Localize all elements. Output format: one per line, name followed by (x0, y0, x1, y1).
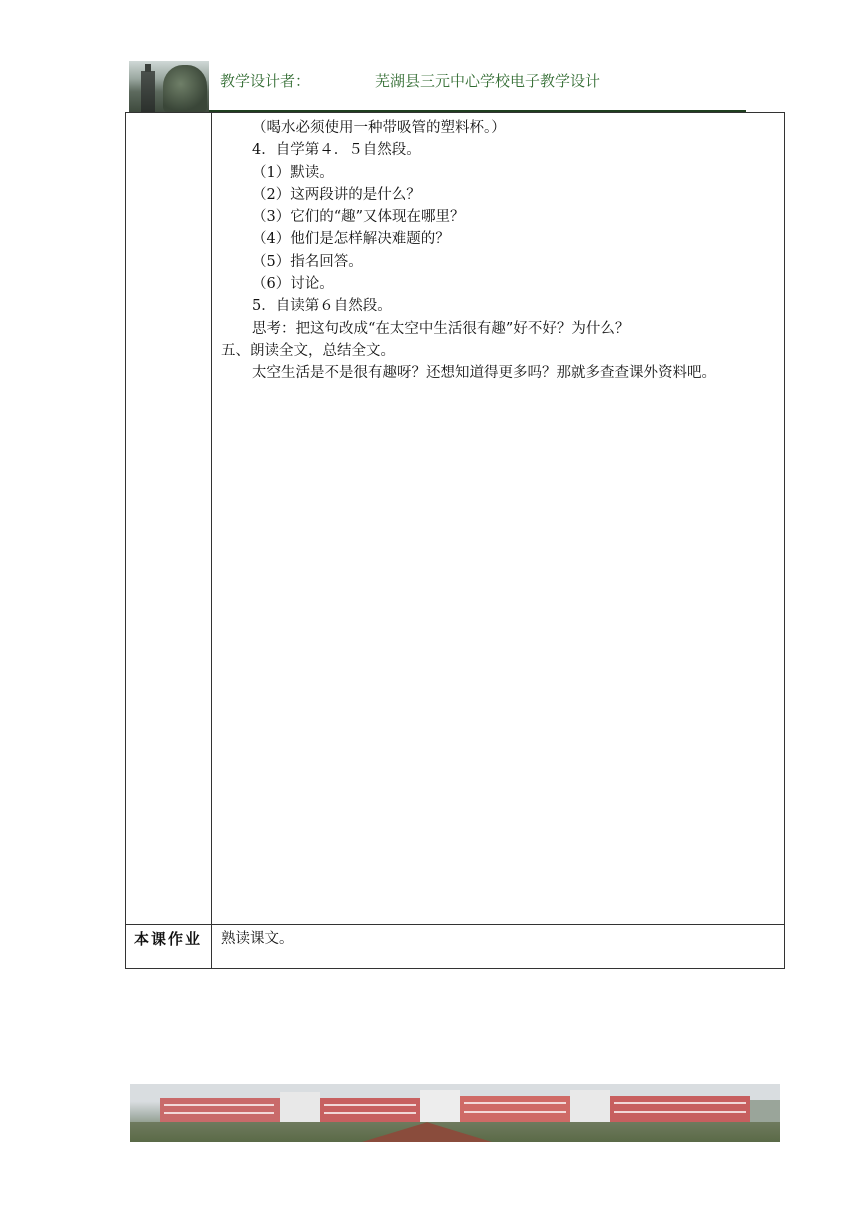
header-photo-tree (163, 65, 207, 112)
window-row (164, 1112, 274, 1114)
window-row (164, 1104, 274, 1106)
footer-photo (130, 1084, 780, 1142)
content-line: （2）这两段讲的是什么？ (252, 186, 421, 203)
window-row (324, 1104, 416, 1106)
content-paragraph: 太空生活是不是很有趣呀？还想知道得更多吗？那就多查查课外资料吧。 (252, 365, 716, 382)
window-row (464, 1102, 566, 1104)
lesson-content (221, 117, 781, 385)
building (750, 1100, 780, 1122)
building (570, 1090, 610, 1122)
homework-label: 本课作业 (134, 930, 203, 948)
header-photo (129, 61, 209, 112)
content-line: 5．自读第６自然段。 (252, 298, 392, 315)
lesson-table (125, 112, 785, 969)
header-photo-tower (141, 71, 155, 112)
window-row (614, 1102, 746, 1104)
building (460, 1096, 570, 1122)
content-line: （1）默读。 (252, 164, 334, 181)
building (320, 1098, 420, 1122)
homework-text: 熟读课文。 (221, 931, 294, 947)
designer-label: 教学设计者： (220, 72, 311, 90)
section-heading: 五、朗读全文，总结全文。 (221, 342, 395, 359)
building (280, 1092, 320, 1122)
building (610, 1096, 750, 1122)
building (420, 1090, 460, 1122)
window-row (324, 1112, 416, 1114)
window-row (464, 1111, 566, 1113)
column-divider (211, 113, 212, 968)
content-line: （3）它们的“趣”又体现在哪里？ (252, 209, 465, 226)
row-divider (126, 924, 784, 925)
content-line: （喝水必须使用一种带吸管的塑料杯。） (252, 120, 506, 136)
content-line: （4）他们是怎样解决难题的？ (252, 231, 450, 248)
content-line: 4．自学第４．５自然段。 (252, 142, 421, 159)
content-line: （6）讨论。 (252, 276, 334, 293)
content-line: （5）指名回答。 (252, 253, 363, 270)
building (160, 1098, 280, 1122)
content-line: 思考：把这句改成“在太空中生活很有趣”好不好？为什么？ (252, 320, 630, 337)
school-title: 芜湖县三元中心学校电子教学设计 (375, 72, 601, 90)
window-row (614, 1111, 746, 1113)
